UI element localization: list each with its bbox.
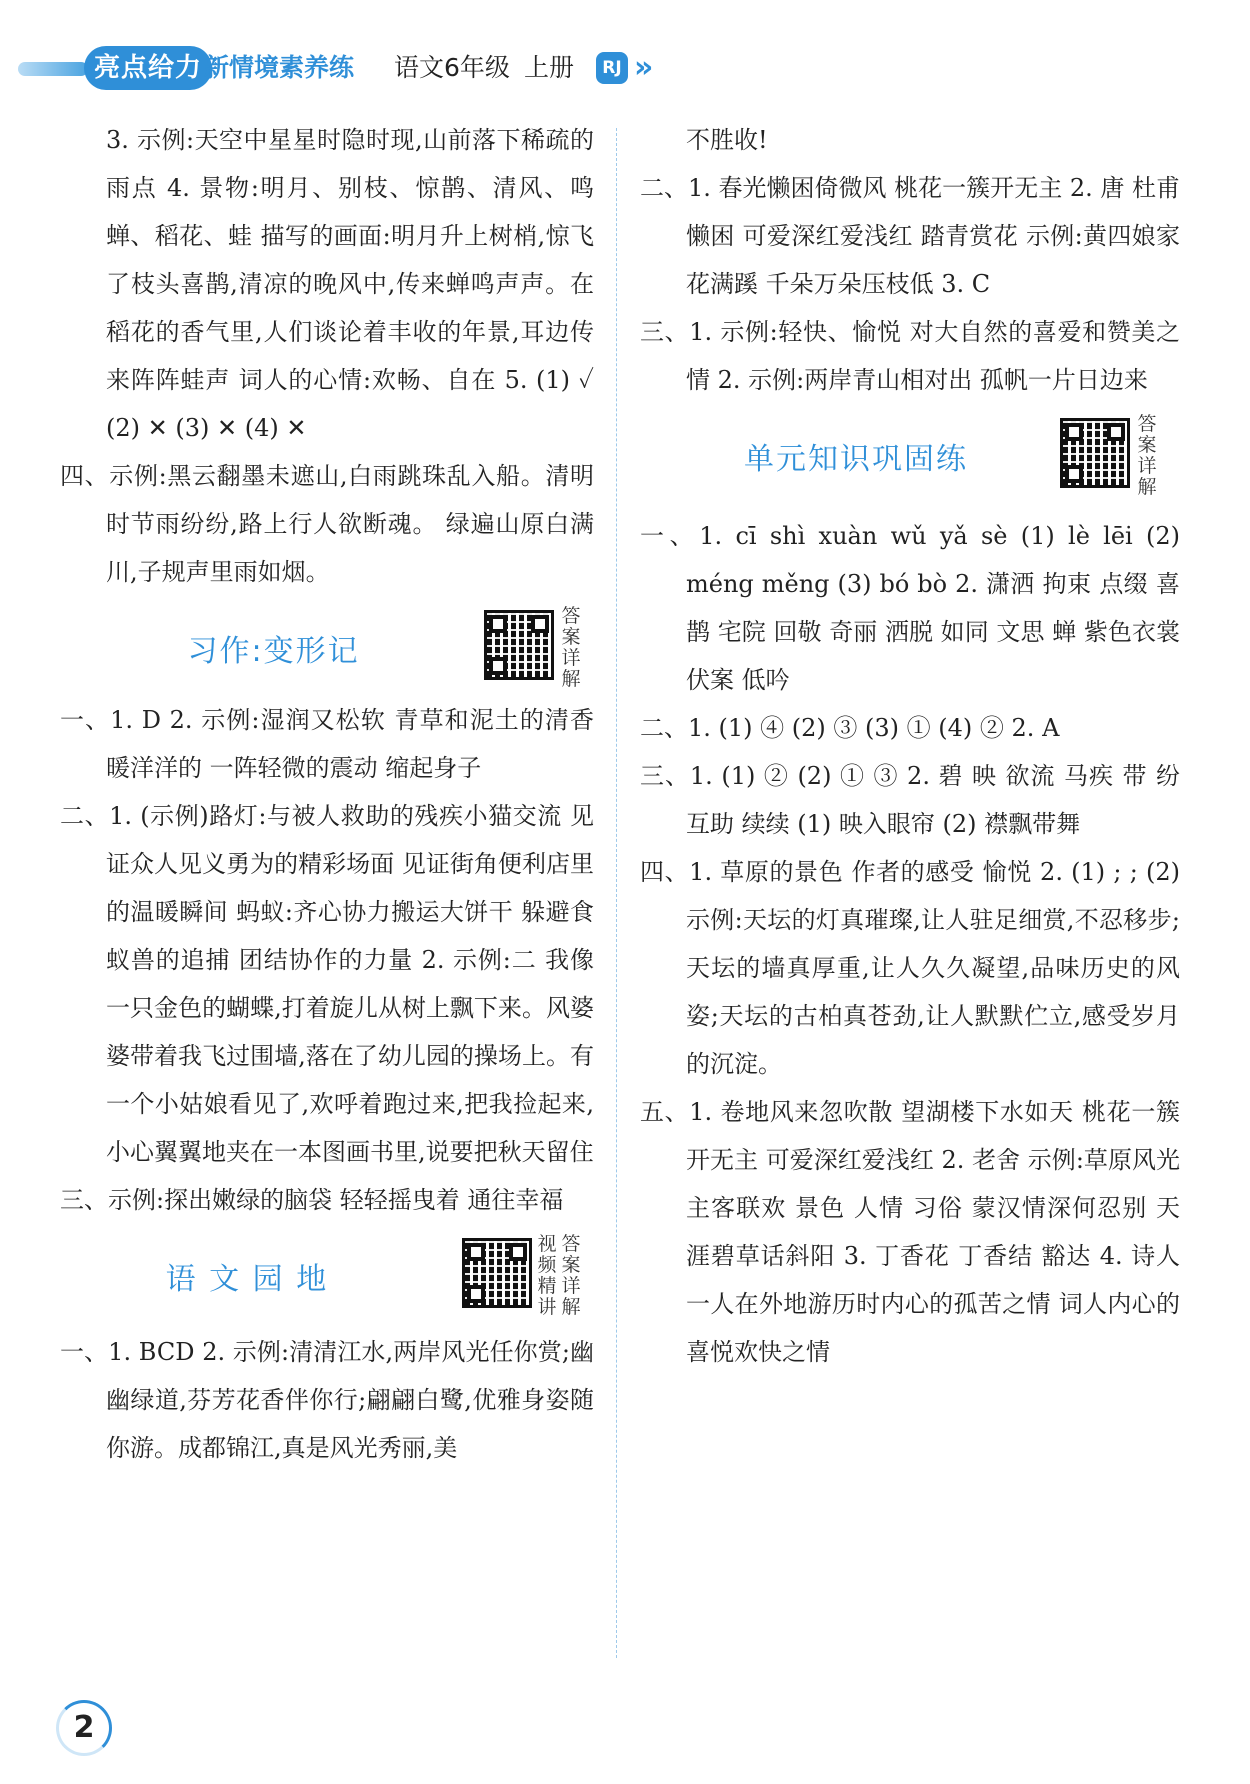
answer-paragraph: 四、示例:黑云翻墨未遮山,白雨跳珠乱入船。清明时节雨纷纷,路上行人欲断魂。 绿遍山原白满川,子规声里雨如烟。 <box>60 462 594 586</box>
chevron-right-icon: » <box>634 50 654 85</box>
qr-label: 答案详解 <box>561 1233 581 1318</box>
left-column <box>60 116 594 1472</box>
page-number: 2 <box>56 1700 112 1756</box>
brand-logo: 亮点给力 <box>84 46 212 90</box>
page-header <box>18 40 1218 96</box>
header-bar <box>18 62 88 76</box>
section-title: 语 文 园 地 <box>165 1262 329 1297</box>
answer-paragraph: 一、1. D 2. 示例:湿润又松软 青草和泥土的清香 暖洋洋的 一阵轻微的震动 缩起身子 <box>60 706 594 782</box>
answer-paragraph: 一、1. BCD 2. 示例:清清江水,两岸风光任你赏;幽幽绿道,芬芳花香伴你行;翩翩白鹭,优雅身姿随你游。成都锦江,真是风光秀丽,美 <box>60 1338 594 1462</box>
subject-grade: 语文6年级 <box>394 53 510 82</box>
qr-code-icon[interactable] <box>484 610 554 680</box>
qr-code-icon[interactable] <box>1060 418 1130 488</box>
volume-label: 上册 <box>524 53 575 82</box>
column-divider <box>616 128 617 1658</box>
answer-paragraph: 3. 示例:天空中星星时隐时现,山前落下稀疏的雨点 4. 景物:明月、别枝、惊鹊、清风、鸣蝉、稻花、蛙 描写的画面:明月升上树梢,惊飞了枝头喜鹊,清凉的晚风中,传来蝉鸣声声。在稻花的香气里,人们谈论着丰收的年景,耳边传来阵阵蛙声 词人的心情:欢畅、自在 5. (1) ✓ (2) ✕ (3) ✕ (4) ✕ <box>106 126 594 442</box>
right-column <box>640 116 1180 1376</box>
answer-paragraph: 五、1. 卷地风来忽吹散 望湖楼下水如天 桃花一簇开无主 可爱深红爱浅红 2. 老舍 示例:草原风光 主客联欢 景色 人情 习俗 蒙汉情深何忍别 天涯碧草话斜阳 3. 丁香花 丁香结 豁达 4. 诗人一人在外地游历时内心的孤苦之情 词人内心的喜悦欢快之情 <box>640 1098 1180 1366</box>
section-title: 单元知识巩固练 <box>744 442 968 477</box>
answer-paragraph: 不胜收! <box>686 126 768 154</box>
section-heading-row <box>60 1224 594 1328</box>
answer-paragraph: 一、1. cī shì xuàn wǔ yǎ sè (1) lè lēi (2) méng měng (3) bó bò 2. 潇洒 拘束 点缀 喜鹊 宅院 回敬 奇丽 洒脱 如同 文思 蝉 紫色衣裳 伏案 低吟 <box>640 522 1180 694</box>
answer-paragraph: 三、示例:探出嫩绿的脑袋 轻轻摇曳着 通往幸福 <box>60 1186 564 1214</box>
series-title: 新情境素养练 <box>204 53 355 82</box>
qr-code-icon[interactable] <box>462 1238 532 1308</box>
answer-paragraph: 四、1. 草原的景色 作者的感受 愉悦 2. (1) ; ; (2) 示例:天坛的灯真璀璨,让人驻足细赏,不忍移步;天坛的墙真厚重,让人久久凝望,品味历史的风姿;天坛的古柏真苍劲,让人默默伫立,感受岁月的沉淀。 <box>640 858 1180 1078</box>
section-heading-row <box>640 404 1180 512</box>
edition-badge: RJ <box>596 52 628 84</box>
qr-label: 视频精讲 <box>537 1233 557 1318</box>
answer-paragraph: 二、1. (1) ④ (2) ③ (3) ① (4) ② 2. A <box>640 714 1060 742</box>
answer-paragraph: 三、1. 示例:轻快、愉悦 对大自然的喜爱和赞美之情 2. 示例:两岸青山相对出 孤帆一片日边来 <box>640 318 1180 394</box>
qr-label: 答案详解 <box>1137 413 1157 498</box>
section-title: 习作:变形记 <box>187 634 360 669</box>
answer-paragraph: 二、1. (示例)路灯:与被人救助的残疾小猫交流 见证众人见义勇为的精彩场面 见证街角便利店里的温暖瞬间 蚂蚁:齐心协力搬运大饼干 躲避食蚁兽的追捕 团结协作的力量 2. 示例:二 我像一只金色的蝴蝶,打着旋儿从树上飘下来。风婆婆带着我飞过围墙,落在了幼儿园的操场上。有一个小姑娘看见了,欢呼着跑过来,把我捡起来,小心翼翼地夹在一本图画书里,说要把秋天留住 <box>60 802 594 1166</box>
answer-paragraph: 二、1. 春光懒困倚微风 桃花一簇开无主 2. 唐 杜甫 懒困 可爱深红爱浅红 踏青赏花 示例:黄四娘家花满蹊 千朵万朵压枝低 3. C <box>640 174 1180 298</box>
section-heading-row <box>60 596 594 696</box>
qr-label: 答案详解 <box>561 605 581 690</box>
answer-paragraph: 三、1. (1) ② (2) ① ③ 2. 碧 映 欲流 马疾 带 纷 互助 续续 (1) 映入眼帘 (2) 襟飘带舞 <box>640 762 1180 838</box>
